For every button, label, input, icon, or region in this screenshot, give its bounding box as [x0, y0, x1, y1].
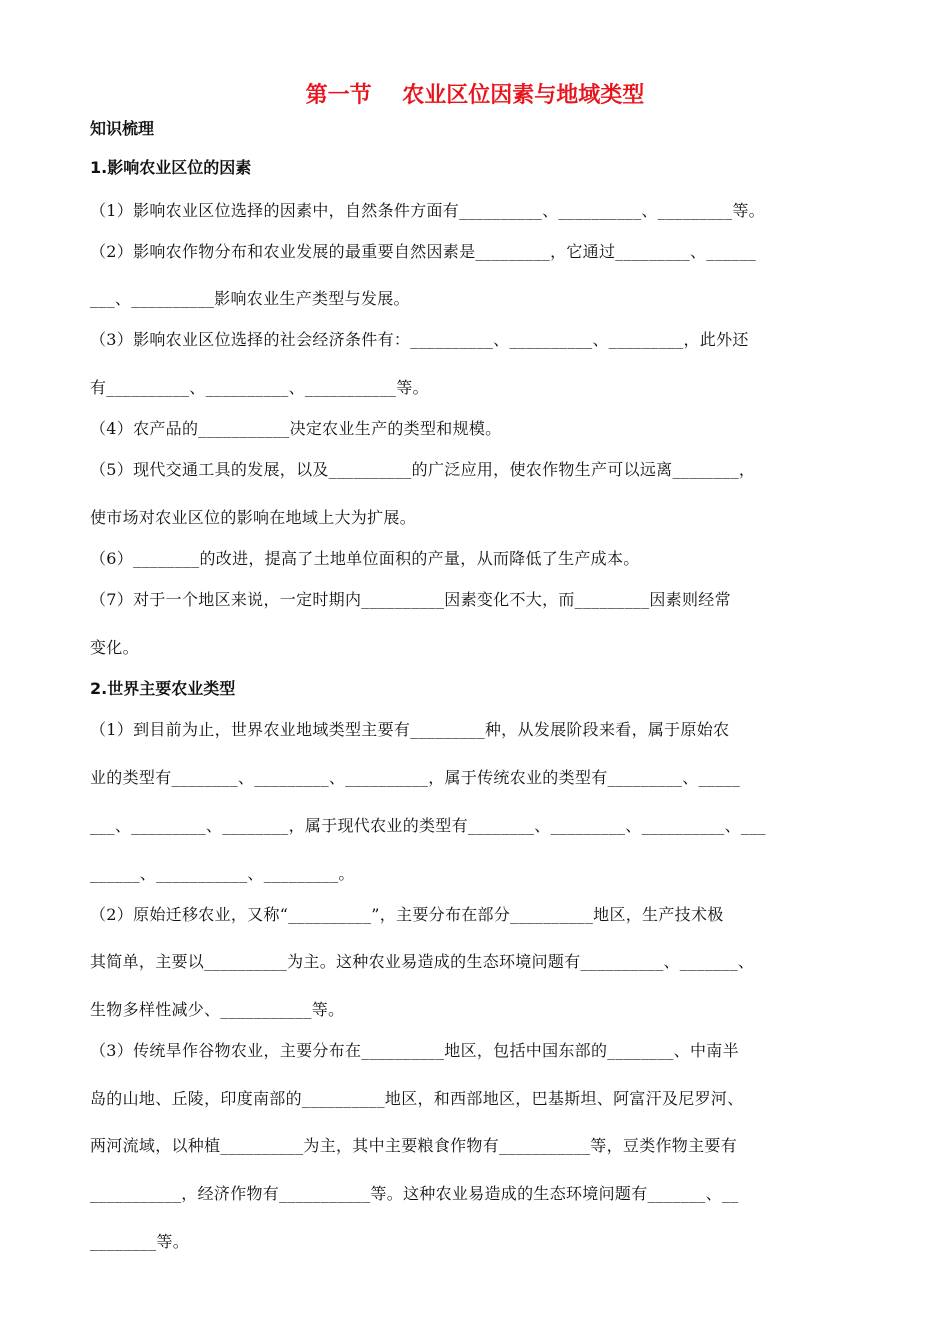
s2-line-7: 生物多样性减少、___________等。: [90, 1000, 345, 1019]
section-label-knowledge: 知识梳理: [90, 119, 155, 138]
s2-line-3: ___、_________、________，属于现代农业的类型有________、_________、__________、___: [90, 816, 766, 835]
s2-line-10: 两河流域，以种植__________为主，其中主要粮食作物有___________等，豆类作物主要有: [90, 1136, 738, 1155]
s2-line-8: （3）传统旱作谷物农业，主要分布在__________地区，包括中国东部的________、中南半: [90, 1041, 739, 1060]
section2-heading: 2.世界主要农业类型: [90, 679, 236, 698]
s2-line-5: （2）原始迁移农业，又称“__________”，主要分布在部分__________地区，生产技术极: [90, 905, 724, 924]
s2-line-12: ________等。: [90, 1232, 189, 1251]
s1-line-10: （7）对于一个地区来说，一定时期内__________因素变化不大，而_________因素则经常: [90, 590, 731, 609]
s2-line-11: ___________，经济作物有___________等。这种农业易造成的生态环境问题有_______、__: [90, 1184, 739, 1203]
section1-heading: 1.影响农业区位的因素: [90, 158, 252, 177]
s1-line-5: 有__________、__________、___________等。: [90, 378, 429, 397]
s1-line-8: 使市场对农业区位的影响在地域上大为扩展。: [90, 508, 417, 527]
s1-line-9: （6）________的改进，提高了土地单位面积的产量，从而降低了生产成本。: [90, 549, 640, 568]
s1-line-4: （3）影响农业区位选择的社会经济条件有：__________、__________、_________，此外还: [90, 330, 749, 349]
s1-line-2: （2）影响农作物分布和农业发展的最重要自然因素是_________，它通过_________、______: [90, 242, 757, 261]
s1-line-11: 变化。: [90, 638, 139, 657]
s1-line-7: （5）现代交通工具的发展，以及__________的广泛应用，使农作物生产可以远离________，: [90, 460, 756, 479]
s1-line-6: （4）农产品的___________决定农业生产的类型和规模。: [90, 419, 502, 438]
s2-line-4: ______、___________、_________。: [90, 864, 355, 883]
s2-line-9: 岛的山地、丘陵，印度南部的__________地区，和西部地区，巴基斯坦、阿富汗及尼罗河、: [90, 1089, 744, 1108]
s2-line-2: 业的类型有________、_________、__________，属于传统农业的类型有_________、_____: [90, 768, 740, 787]
page-title: 第一节 农业区位因素与地域类型: [305, 83, 645, 108]
s1-line-3: ___、__________影响农业生产类型与发展。: [90, 289, 410, 308]
s1-line-1: （1）影响农业区位选择的因素中，自然条件方面有__________、__________、_________等。: [90, 201, 765, 220]
s2-line-1: （1）到目前为止，世界农业地域类型主要有_________种，从发展阶段来看，属于原始农: [90, 720, 730, 739]
s2-line-6: 其简单，主要以__________为主。这种农业易造成的生态环境问题有__________、_______、: [90, 952, 755, 971]
